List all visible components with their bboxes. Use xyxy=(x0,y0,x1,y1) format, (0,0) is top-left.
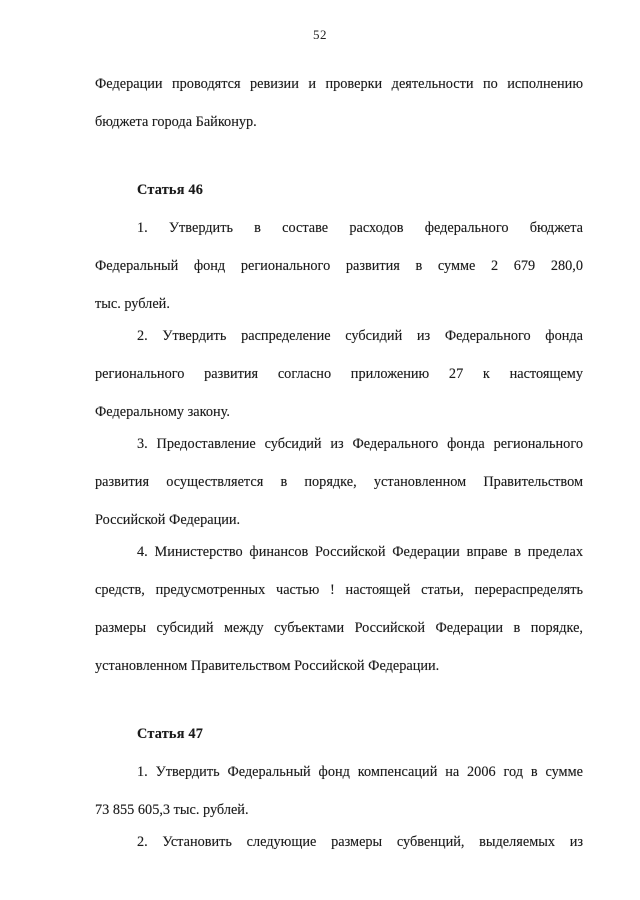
text-line: тыс. рублей. xyxy=(95,296,170,312)
paragraph xyxy=(95,823,583,861)
text-line: 73 855 605,3 тыс. рублей. xyxy=(95,802,249,818)
article-heading: Статья 46 xyxy=(137,182,204,198)
text-line: 1. Утвердить Федеральный фонд компенсаций на 2006 год в сумме xyxy=(137,764,583,780)
paragraph xyxy=(95,209,583,323)
text-line: 4. Министерство финансов Российской Федерации вправе в пределах xyxy=(137,544,583,560)
text-line: развития осуществляется в порядке, установленном Правительством xyxy=(95,474,583,490)
text-line: Российской Федерации. xyxy=(95,512,241,528)
paragraph xyxy=(95,753,583,829)
text-line: 2. Утвердить распределение субсидий из Федерального фонда xyxy=(137,328,583,344)
text-line: Федерации проводятся ревизии и проверки деятельности по исполнению xyxy=(95,76,583,92)
page-number: 52 xyxy=(313,27,327,42)
text-line: 2. Установить следующие размеры субвенций, выделяемых из xyxy=(137,834,583,850)
paragraph xyxy=(95,533,583,685)
text-line: установленном Правительством Российской Федерации. xyxy=(95,658,440,674)
text-line: бюджета города Байконур. xyxy=(95,114,257,130)
article-heading: Статья 47 xyxy=(137,726,204,742)
text-line: 1. Утвердить в составе расходов федерального бюджета xyxy=(137,220,583,236)
text-line: Федеральному закону. xyxy=(95,404,230,420)
text-line: Федеральный фонд регионального развития в сумме 2 679 280,0 xyxy=(95,258,583,274)
paragraph xyxy=(95,65,583,141)
text-line: средств, предусмотренных частью ! настоящей статьи, перераспределять xyxy=(95,582,583,598)
document-body xyxy=(95,65,583,861)
text-line: регионального развития согласно приложению 27 к настоящему xyxy=(95,366,583,382)
text-line: размеры субсидий между субъектами Российской Федерации в порядке, xyxy=(95,620,583,636)
paragraph xyxy=(95,317,583,431)
text-line: 3. Предоставление субсидий из Федерального фонда регионального xyxy=(137,436,583,452)
paragraph xyxy=(95,425,583,539)
